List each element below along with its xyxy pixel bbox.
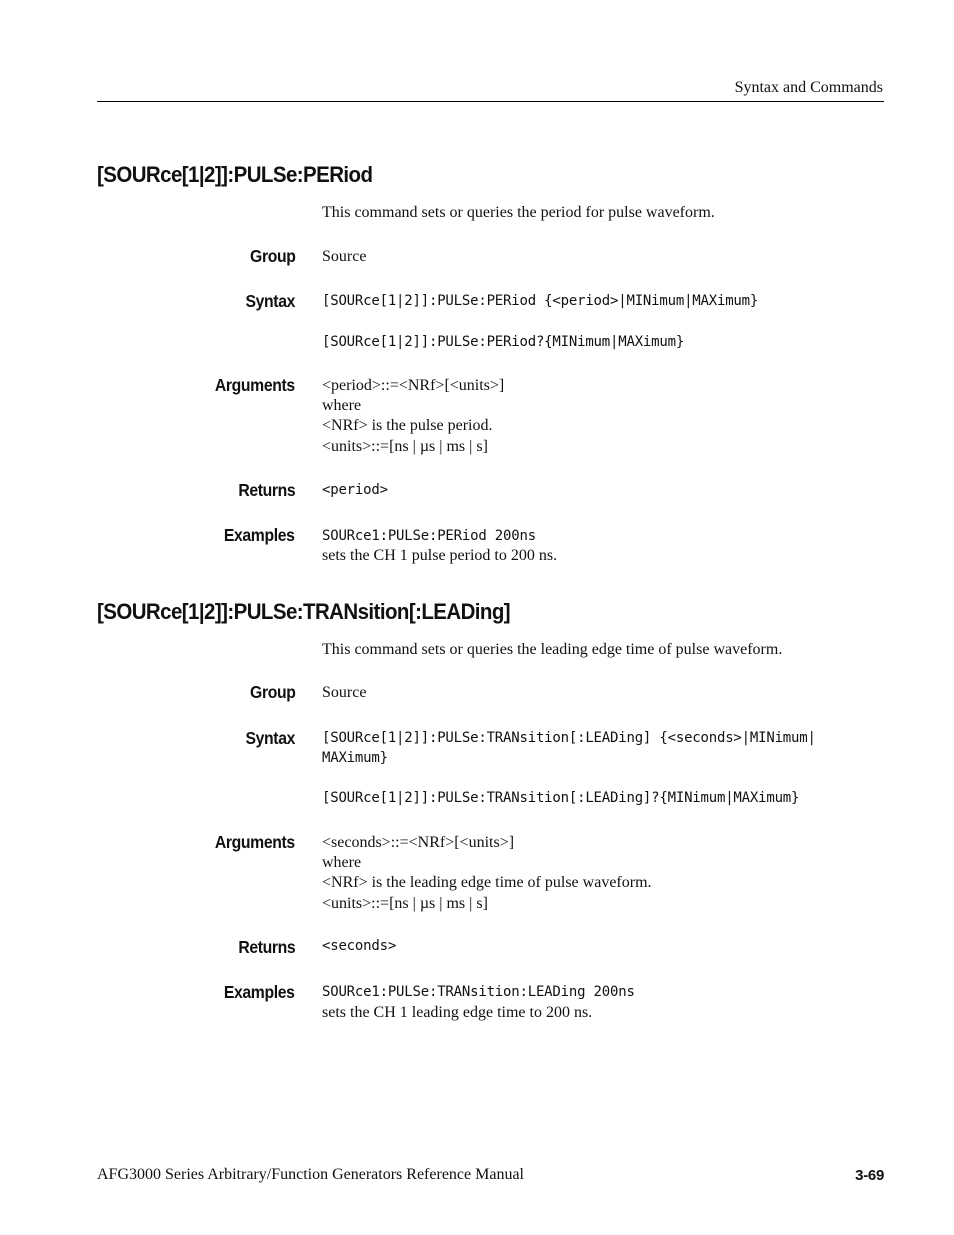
example-text: sets the CH 1 pulse period to 200 ns.	[322, 547, 558, 564]
description: This command sets or queries the period for pulse waveform.	[322, 204, 715, 221]
section-title-pulse-transition-leading: [SOURce[1|2]]:PULSe:TRANsition[:LEADing]	[97, 599, 511, 624]
syntax-query: [SOURce[1|2]]:PULSe:TRANsition[:LEADing]?{MINimum|MAXimum}	[322, 790, 800, 806]
syntax-set: [SOURce[1|2]]:PULSe:TRANsition[:LEADing] {<seconds>|MINimum|	[322, 730, 816, 746]
argument-line: where	[322, 397, 362, 414]
arguments-label: Arguments	[215, 832, 295, 852]
running-header: Syntax and Commands	[734, 79, 883, 96]
footer-manual-title: AFG3000 Series Arbitrary/Function Generators Reference Manual	[97, 1166, 524, 1183]
description: This command sets or queries the leading edge time of pulse waveform.	[322, 641, 783, 658]
group-label: Group	[249, 682, 295, 702]
syntax-set-continued: MAXimum}	[322, 750, 388, 766]
example-text: sets the CH 1 leading edge time to 200 ns.	[322, 1004, 593, 1021]
section-title-pulse-period: [SOURce[1|2]]:PULSe:PERiod	[97, 162, 373, 187]
returns-value: <period>	[322, 482, 388, 498]
group-label: Group	[249, 246, 295, 266]
examples-label: Examples	[224, 982, 295, 1002]
syntax-label: Syntax	[245, 291, 295, 311]
returns-value: <seconds>	[322, 938, 397, 954]
argument-line: <period>::=<NRf>[<units>]	[322, 377, 505, 394]
syntax-set: [SOURce[1|2]]:PULSe:PERiod {<period>|MINimum|MAXimum}	[322, 293, 759, 309]
arguments-label: Arguments	[215, 375, 295, 395]
argument-line: <NRf> is the pulse period.	[322, 417, 493, 434]
argument-line: <units>::=[ns | µs | ms | s]	[322, 895, 488, 912]
header-rule	[97, 101, 884, 102]
syntax-label: Syntax	[245, 728, 295, 748]
argument-line: where	[322, 854, 362, 871]
argument-line: <NRf> is the leading edge time of pulse waveform.	[322, 874, 652, 891]
argument-line: <seconds>::=<NRf>[<units>]	[322, 834, 515, 851]
group-value: Source	[322, 248, 367, 265]
page-number: 3-69	[855, 1167, 884, 1184]
example-code: SOURce1:PULSe:TRANsition:LEADing 200ns	[322, 984, 635, 1000]
returns-label: Returns	[238, 937, 295, 957]
example-code: SOURce1:PULSe:PERiod 200ns	[322, 528, 536, 544]
group-value: Source	[322, 684, 367, 701]
returns-label: Returns	[238, 480, 295, 500]
argument-line: <units>::=[ns | µs | ms | s]	[322, 438, 488, 455]
syntax-query: [SOURce[1|2]]:PULSe:PERiod?{MINimum|MAXimum}	[322, 334, 685, 350]
examples-label: Examples	[224, 525, 295, 545]
